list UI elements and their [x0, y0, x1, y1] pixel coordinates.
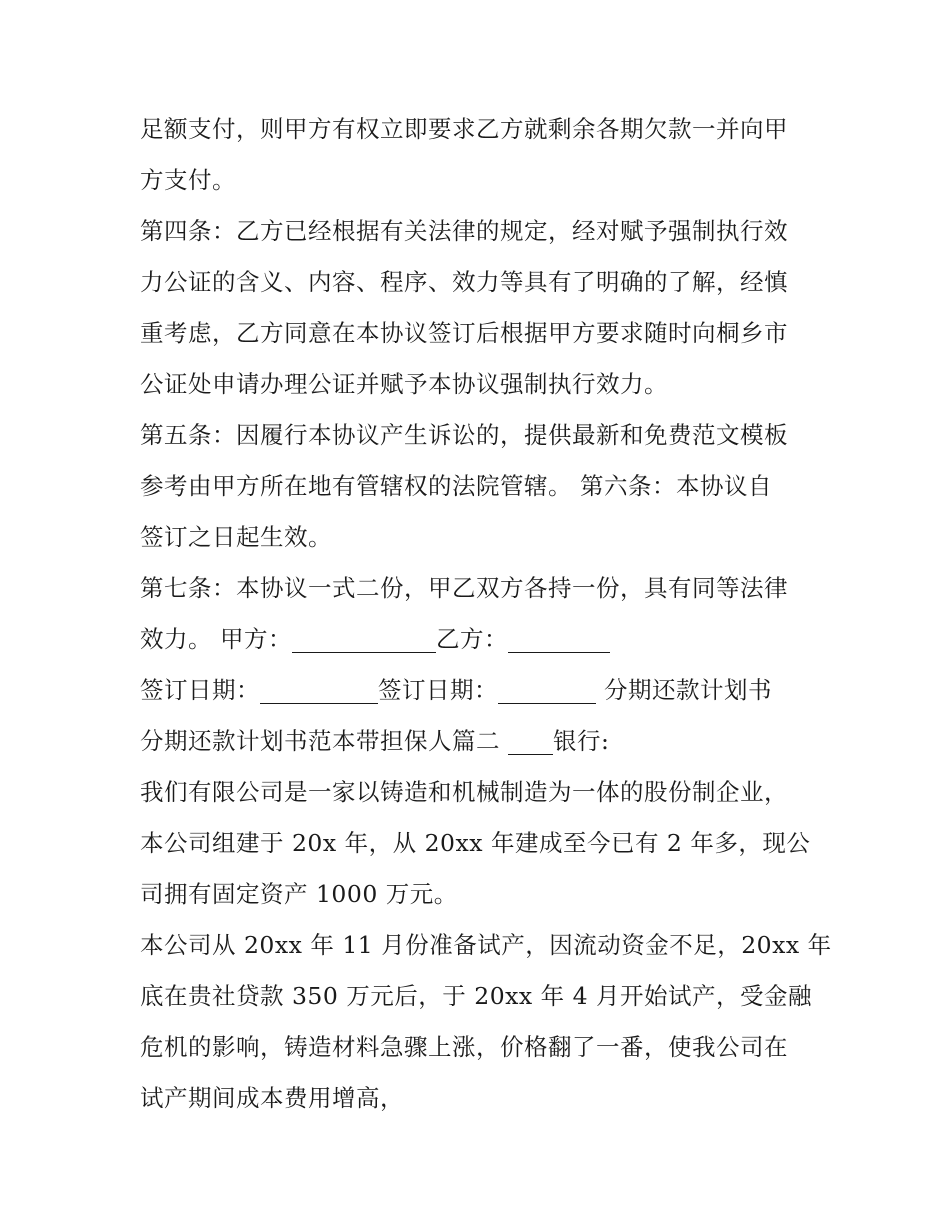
- party-b-label: 乙方：: [435, 625, 508, 653]
- date-b-label: 签订日期：: [378, 676, 498, 704]
- section-title-text: 分期还款计划书: [596, 676, 772, 704]
- date-line: [140, 665, 820, 716]
- text-line: 签订之日起生效。: [140, 523, 332, 551]
- bank-label: 银行:: [552, 727, 610, 755]
- text-line: 本公司从 20xx 年 11 月份准备试产，因流动资金不足，20xx 年: [140, 931, 832, 959]
- text-line: 我们有限公司是一家以铸造和机械制造为一体的股份制企业，: [140, 778, 788, 806]
- text-line: 危机的影响，铸造材料急骤上涨，价格翻了一番，使我公司在: [140, 1033, 788, 1061]
- party-a-label: 效力。 甲方：: [140, 625, 292, 653]
- text-line: 重考虑，乙方同意在本协议签订后根据甲方要求随时向桐乡市: [140, 319, 788, 347]
- bank-name-blank: [508, 753, 553, 755]
- text-line: 第五条：因履行本协议产生诉讼的，提供最新和免费范文模板: [140, 421, 788, 449]
- text-line: 力公证的含义、内容、程序、效力等具有了明确的了解，经慎: [140, 268, 788, 296]
- section-heading: 分期还款计划书范本带担保人篇二: [140, 727, 508, 755]
- signature-line: [140, 614, 820, 665]
- text-line: 底在贵社贷款 350 万元后，于 20xx 年 4 月开始试产，受金融: [140, 982, 813, 1010]
- text-line: 参考由甲方所在地有管辖权的法院管辖。 第六条：本协议自: [140, 472, 772, 500]
- party-b-blank: [508, 651, 610, 653]
- text-line: 试产期间成本费用增高，: [140, 1084, 404, 1112]
- text-line: 足额支付，则甲方有权立即要求乙方就剩余各期欠款一并向甲: [140, 115, 788, 143]
- document-page: [140, 104, 832, 1124]
- date-a-blank: [260, 702, 378, 704]
- party-a-blank: [292, 651, 436, 653]
- text-line: 方支付。: [140, 166, 236, 194]
- text-line: 本公司组建于 20x 年，从 20xx 年建成至今已有 2 年多，现公: [140, 829, 811, 857]
- text-line: 司拥有固定资产 1000 万元。: [140, 880, 458, 908]
- bank-line: [140, 716, 820, 767]
- date-b-blank: [498, 702, 596, 704]
- date-a-label: 签订日期：: [140, 676, 260, 704]
- text-line: 第四条：乙方已经根据有关法律的规定，经对赋予强制执行效: [140, 217, 788, 245]
- text-line: 公证处申请办理公证并赋予本协议强制执行效力。: [140, 370, 668, 398]
- text-line: 第七条：本协议一式二份，甲乙双方各持一份，具有同等法律: [140, 574, 788, 602]
